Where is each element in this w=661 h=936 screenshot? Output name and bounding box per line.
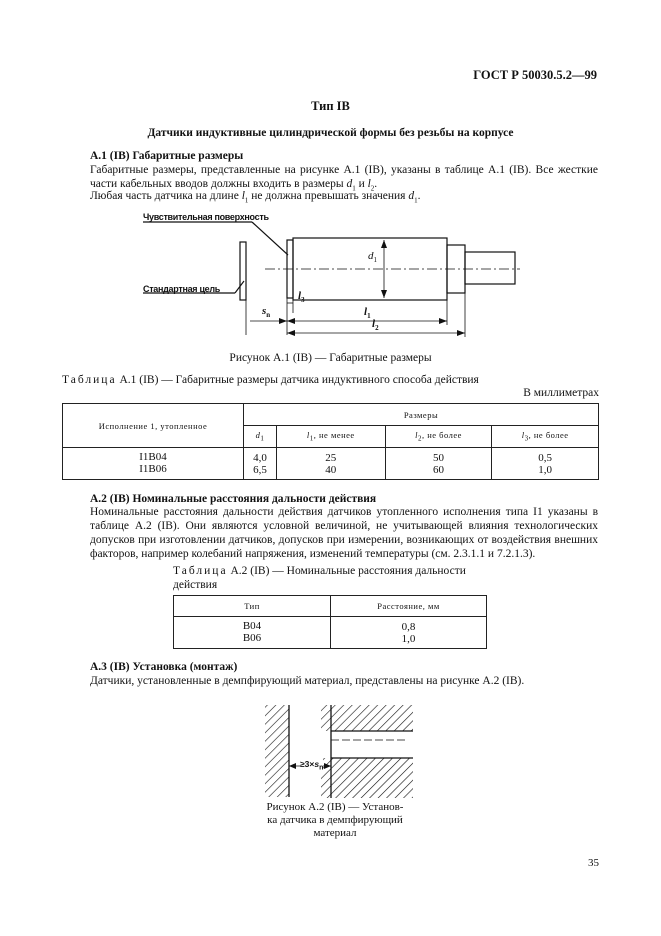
a1-end: . <box>374 178 378 190</box>
l2-sub: 2 <box>375 324 379 333</box>
gap-arrow-left <box>289 763 296 769</box>
fig2-caption-line: материал <box>313 827 357 839</box>
table-a2-word: Таблица <box>173 565 228 577</box>
col-d1-sub: 1 <box>260 434 265 443</box>
table-a1-word: Таблица <box>62 374 117 386</box>
standard-header: ГОСТ Р 50030.5.2—99 <box>473 68 597 82</box>
a1-l-sub: 2 <box>370 184 375 193</box>
gap-prefix: ≥3× <box>300 759 315 769</box>
l2-arrow-right <box>457 330 465 336</box>
l2-arrow-left <box>287 330 295 336</box>
dim-label-l1 <box>364 306 371 320</box>
row-l1: 25 <box>325 451 337 464</box>
type-title: Тип IB <box>311 99 350 113</box>
damping-wall <box>265 705 289 797</box>
figure-a1-caption: Рисунок А.1 (IB) — Габаритные размеры <box>229 352 432 364</box>
fig2-caption-line: Рисунок А.2 (IB) — Установ- <box>266 801 404 813</box>
row-d1: 4,0 <box>253 451 267 464</box>
section-a1-paragraph-2 <box>90 190 420 204</box>
col-l2 <box>385 426 492 448</box>
row-type: B04 <box>242 620 262 632</box>
row-l2: 60 <box>433 463 445 476</box>
table-cell <box>331 617 487 649</box>
main-title: Датчики индуктивные цилиндрической формы без резьбы на корпусе <box>147 127 514 139</box>
gap-sub: n <box>319 764 324 772</box>
row-l3: 1,0 <box>538 463 553 476</box>
sn-arrow <box>279 318 287 324</box>
l3-letter: l <box>298 290 302 302</box>
target-plate <box>240 242 246 300</box>
surface-leader-d <box>252 222 288 255</box>
section-a3-paragraph: Датчики, установленные в демпфирующий материал, представлены на рисунке А.2 (IB). <box>90 675 525 687</box>
table-cell <box>63 448 244 480</box>
col-l2-text: , не более <box>421 430 462 441</box>
dim-label-sn <box>262 305 270 319</box>
section-a2-paragraph: Номинальные расстояния дальности действия датчиков утопленного исполнения типа I1 указаны в таблице А.2 (IB). Они являются условной величиной, не учитывающей влияния технологических допусков при изготовлении датчиков, допусков при измерении, возникающих от воздействия внешних факторов, например колебаний напряжения, изменений температуры (см. 2.3.1.1 и 7.2.1.3). <box>90 506 598 560</box>
col-l1-letter: l <box>306 430 310 441</box>
l1-arrow-right <box>439 318 447 324</box>
a1-p2-end: . <box>417 190 421 202</box>
table-cell <box>174 617 331 649</box>
row-l1: 40 <box>325 463 337 476</box>
table-a2 <box>173 595 487 649</box>
col-l2-letter: l <box>415 430 418 441</box>
d1-arrow-top <box>381 240 387 248</box>
l1-arrow-left <box>287 318 295 324</box>
row-exec: I1B04 <box>139 451 167 463</box>
figure-a2-drawing <box>255 700 415 800</box>
a1-p2-d: d <box>408 190 415 202</box>
col-sizes: Размеры <box>244 404 599 426</box>
damping-material-top <box>321 705 413 731</box>
row-exec: I1B06 <box>139 463 167 475</box>
table-cell <box>492 448 599 480</box>
d1-arrow-bottom <box>381 290 387 298</box>
gap-s: s <box>314 759 320 769</box>
table-cell <box>244 448 277 480</box>
damping-material-bottom <box>321 758 413 798</box>
a1-p2-d-sub: 1 <box>414 196 418 205</box>
col-l1 <box>276 426 385 448</box>
table-a1-title <box>62 374 479 386</box>
col-l3-sub: 3 <box>524 434 529 443</box>
dim-label-d1 <box>368 250 377 264</box>
figure-a2-caption <box>255 801 415 840</box>
d1-sub: 1 <box>373 256 377 265</box>
col-d1-letter: d <box>255 430 261 441</box>
l1-letter: l <box>364 306 368 318</box>
section-a2-heading: А.2 (IB) Номинальные расстояния дальности действия <box>90 493 377 505</box>
a1-p2-start: Любая часть датчика на длине <box>90 190 242 202</box>
row-dist: 1,0 <box>401 632 416 645</box>
col-distance: Расстояние, мм <box>331 596 487 617</box>
label-standard-target: Стандартная цель <box>143 284 221 294</box>
a1-p2-l: l <box>241 190 245 202</box>
table-a2-rest: А.2 (IB) — Номинальные расстояния дальности действия <box>173 565 466 591</box>
table-a1-units: В миллиметрах <box>523 387 599 399</box>
row-dist: 0,8 <box>401 620 416 633</box>
table-a2-title <box>173 564 493 592</box>
section-a1-heading: А.1 (IB) Габаритные размеры <box>90 150 244 162</box>
a1-l: l <box>367 178 371 190</box>
a1-d: d <box>346 178 353 190</box>
sn-letter: s <box>262 305 267 317</box>
l2-letter: l <box>372 318 376 330</box>
row-l2: 50 <box>433 451 445 464</box>
table-a1 <box>62 403 599 480</box>
a1-text: Габаритные размеры, представленные на рисунке А.1 (IB), указаны в таблице А.1 (IB). Все жесткие части кабельных вводов должны входить в размеры <box>90 164 598 190</box>
a1-p2-mid: не должна превышать значения <box>248 190 409 202</box>
col-l1-sub: 1 <box>309 434 314 443</box>
l1-sub: 1 <box>367 312 371 321</box>
label-sensing-surface: Чувствительная поверхность <box>143 212 269 222</box>
col-l2-sub: 2 <box>417 434 422 443</box>
figure-a1-drawing <box>0 205 661 345</box>
a1-p2-l-sub: 1 <box>244 196 249 205</box>
page-number: 35 <box>588 857 599 869</box>
col-l1-text: , не менее <box>313 430 355 441</box>
col-l3 <box>492 426 599 448</box>
col-d1 <box>244 426 277 448</box>
a1-and: и <box>355 178 368 190</box>
dim-label-l3 <box>298 290 305 304</box>
col-type: Тип <box>174 596 331 617</box>
row-l3: 0,5 <box>538 451 553 464</box>
col-l3-letter: l <box>521 430 525 441</box>
row-d1: 6,5 <box>253 463 267 476</box>
table-a1-rest: А.1 (IB) — Габаритные размеры датчика индуктивного способа действия <box>116 374 479 386</box>
fig2-caption-line: ка датчика в демпфирующий <box>267 814 403 826</box>
table-cell <box>276 448 385 480</box>
row-type: B06 <box>242 632 262 644</box>
d1-letter: d <box>368 250 374 262</box>
a1-d-sub: 1 <box>352 184 356 193</box>
section-a3-heading: А.3 (IB) Установка (монтаж) <box>90 661 238 673</box>
sensor-cable <box>465 252 515 284</box>
dim-label-l2 <box>372 318 379 332</box>
l3-sub: 3 <box>301 296 305 305</box>
col-execution: Исполнение 1, утопленное <box>63 404 244 448</box>
gap-label <box>300 759 323 772</box>
col-l3-text: , не более <box>528 430 569 441</box>
sn-sub: n <box>266 311 271 320</box>
table-cell <box>385 448 492 480</box>
